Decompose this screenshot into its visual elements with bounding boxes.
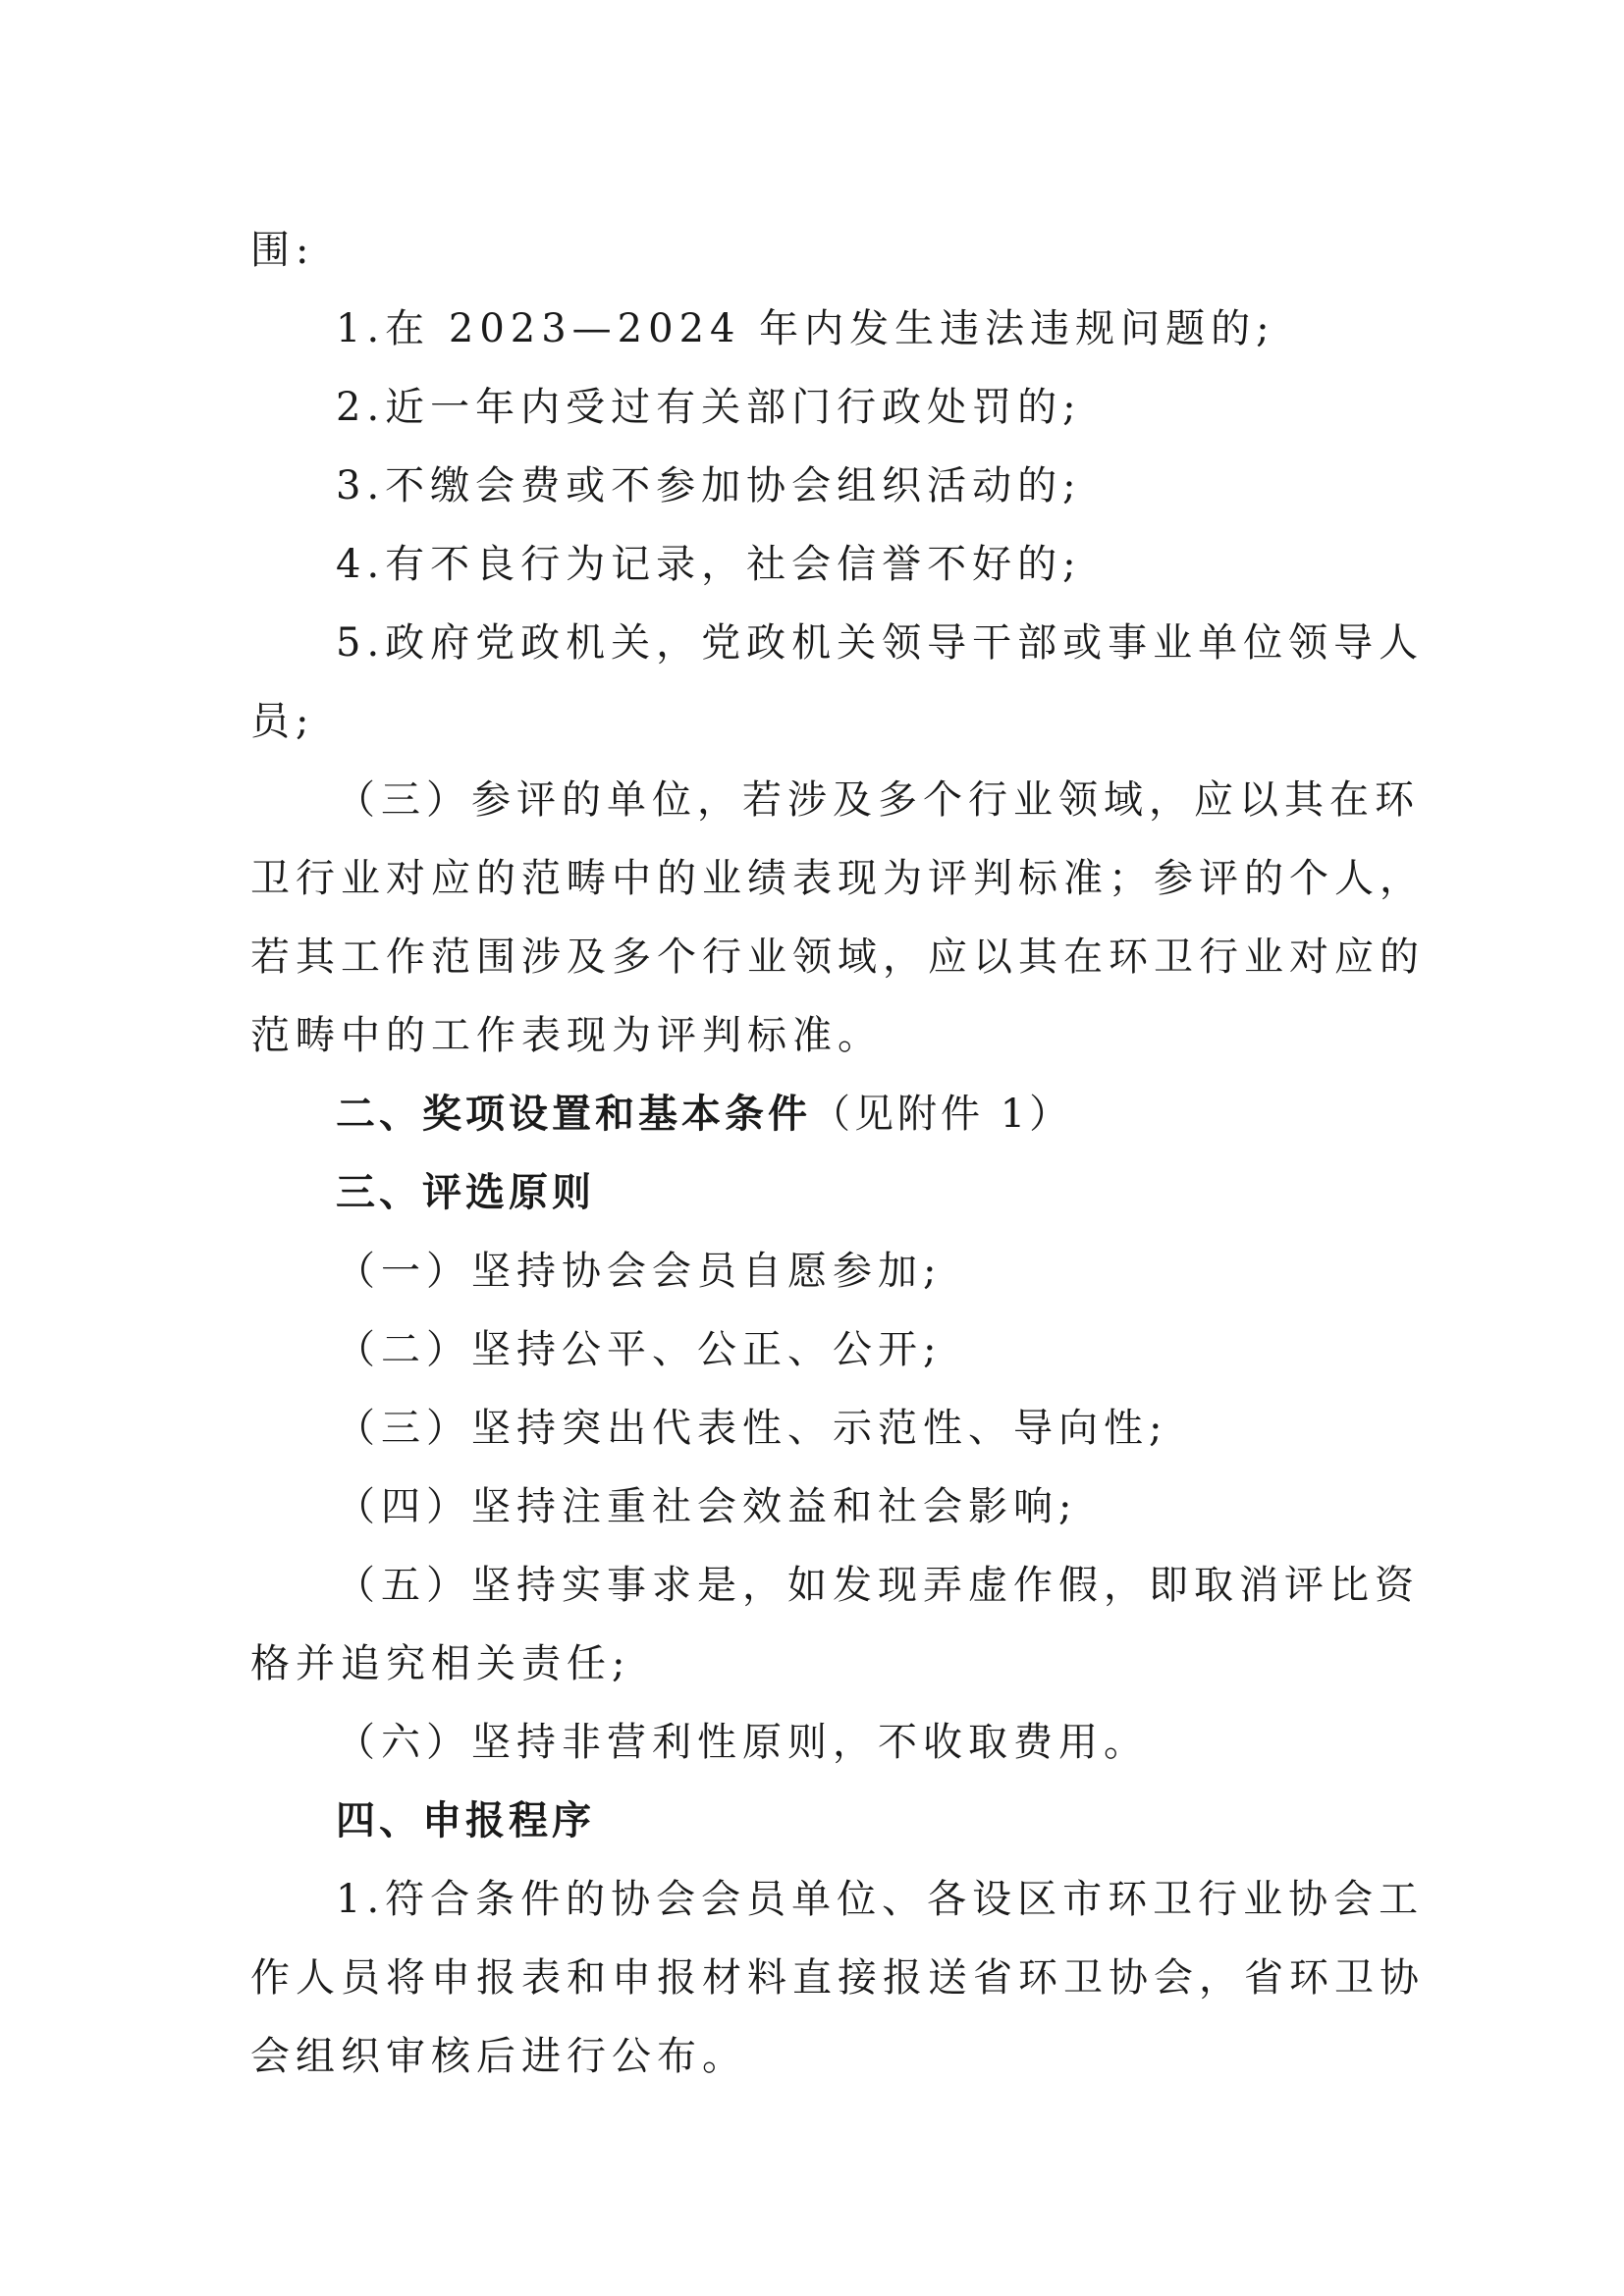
- principle-item-4: （四）坚持注重社会效益和社会影响;: [336, 1484, 1078, 1529]
- clause-3-line-2: 卫行业对应的范畴中的业绩表现为评判标准；参评的个人，: [250, 856, 1425, 901]
- principle-item-2: （二）坚持公平、公正、公开;: [336, 1327, 943, 1372]
- principle-item-5: （五）坚持实事求是，如发现弄虚作假，即取消评比资: [336, 1563, 1420, 1608]
- exclusion-item-1: 1.在 2023—2024 年内发生违法违规问题的;: [336, 306, 1275, 351]
- principle-item-6: （六）坚持非营利性原则，不收取费用。: [336, 1720, 1149, 1765]
- principle-item-1: （一）坚持协会会员自愿参加;: [336, 1249, 943, 1294]
- section-heading-awards-note: （见附件 1）: [811, 1092, 1073, 1137]
- procedure-item-1-line-2: 作人员将申报表和申报材料直接报送省环卫协会，省环卫协: [250, 1955, 1425, 2001]
- clause-3-line-1: （三）参评的单位，若涉及多个行业领域，应以其在环: [336, 777, 1420, 823]
- principle-item-5-cont: 格并追究相关责任;: [250, 1641, 631, 1686]
- exclusion-item-3: 3.不缴会费或不参加协会组织活动的;: [336, 463, 1082, 508]
- clause-3-line-4: 范畴中的工作表现为评判标准。: [250, 1013, 883, 1058]
- procedure-item-1-line-3: 会组织审核后进行公布。: [250, 2034, 747, 2079]
- section-heading-awards: [336, 1075, 1624, 1153]
- section-heading-principles: 三、评选原则: [336, 1170, 595, 1215]
- exclusion-item-5-cont: 员;: [250, 699, 315, 744]
- procedure-item-1-line-1: 1.符合条件的协会会员单位、各设区市环卫行业协会工: [336, 1877, 1425, 1922]
- paragraph-line: 围:: [250, 228, 315, 273]
- exclusion-item-5: 5.政府党政机关，党政机关领导干部或事业单位领导人: [336, 620, 1425, 666]
- principle-item-3: （三）坚持突出代表性、示范性、导向性;: [336, 1406, 1168, 1451]
- exclusion-item-2: 2.近一年内受过有关部门行政处罚的;: [336, 385, 1082, 430]
- section-heading-awards-title: 二、奖项设置和基本条件: [336, 1092, 811, 1137]
- section-heading-procedure: 四、申报程序: [336, 1798, 595, 1843]
- exclusion-item-4: 4.有不良行为记录，社会信誉不好的;: [336, 542, 1082, 587]
- clause-3-line-3: 若其工作范围涉及多个行业领域，应以其在环卫行业对应的: [250, 934, 1425, 980]
